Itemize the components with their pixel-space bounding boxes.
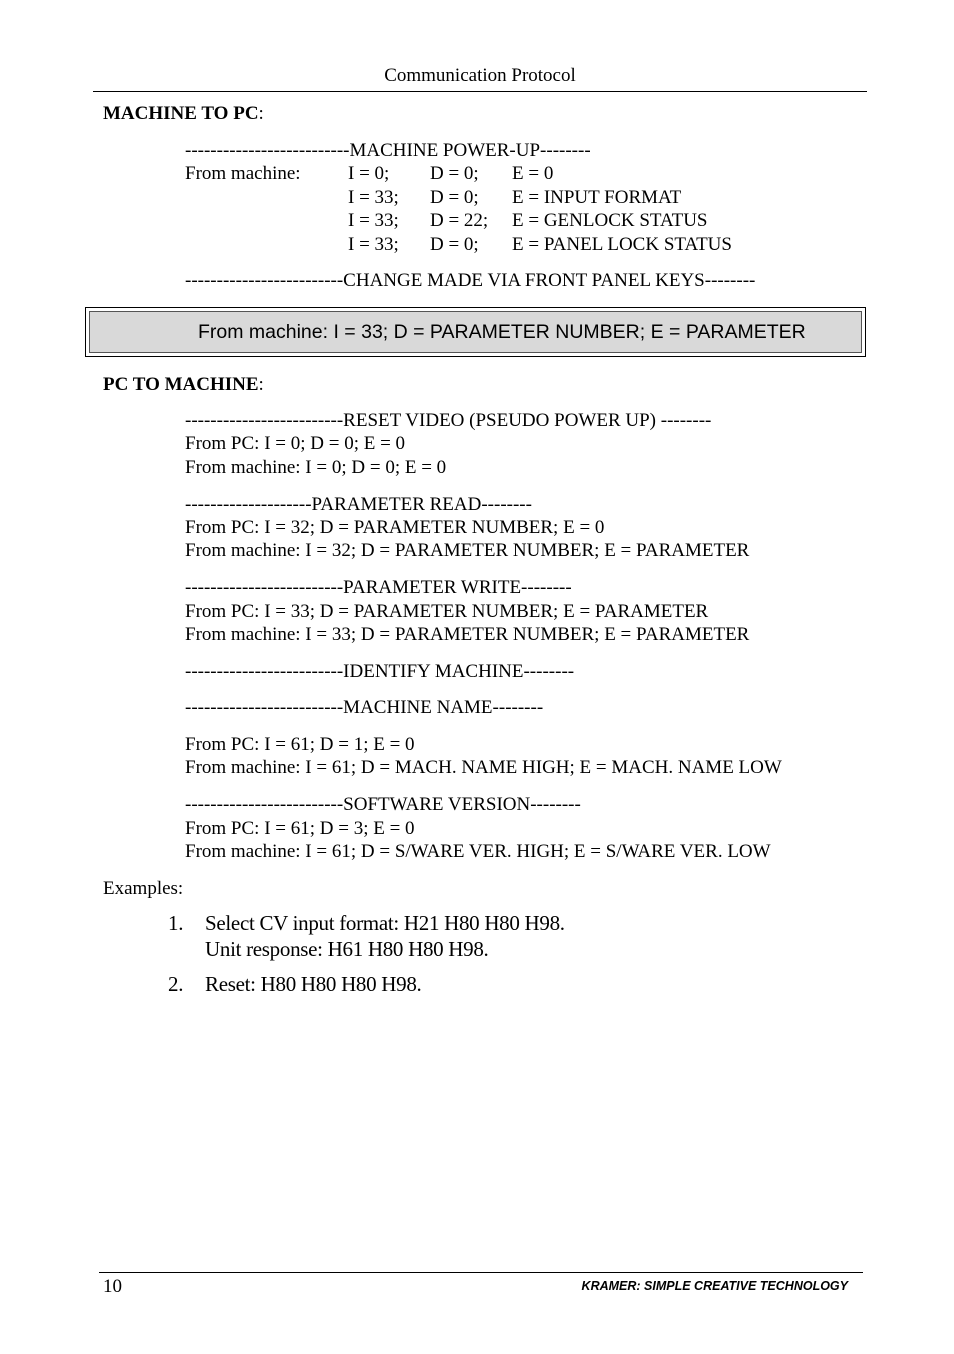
example-line: Select CV input format: H21 H80 H80 H98. xyxy=(205,911,565,935)
examples-label: Examples: xyxy=(103,878,184,899)
power-up-row-i: I = 33; xyxy=(348,234,399,255)
reset-from-pc: From PC: I = 0; D = 0; E = 0 xyxy=(185,433,406,454)
power-up-row-e: E = 0 xyxy=(512,163,554,184)
read-title: --------------------PARAMETER READ-------- xyxy=(185,494,532,515)
footer-divider xyxy=(99,1272,863,1273)
machine-to-pc-heading-colon: : xyxy=(258,103,264,124)
example-line: Unit response: H61 H80 H80 H98. xyxy=(205,937,489,961)
machine-to-pc-heading xyxy=(103,103,264,125)
machine-name-title: -------------------------MACHINE NAME-------- xyxy=(185,697,544,718)
power-up-row-i: I = 0; xyxy=(348,163,390,184)
front-panel-highlight-box xyxy=(85,307,866,357)
pc-to-machine-heading-text: PC TO MACHINE xyxy=(103,374,259,395)
power-up-row-d: D = 0; xyxy=(430,163,479,184)
power-up-row-i: I = 33; xyxy=(348,210,399,231)
software-version-from-pc: From PC: I = 61; D = 3; E = 0 xyxy=(185,818,415,839)
footer-brand: KRAMER: SIMPLE CREATIVE TECHNOLOGY xyxy=(581,1279,848,1293)
power-up-from-machine-label: From machine: xyxy=(185,163,301,184)
machine-to-pc-heading-text: MACHINE TO PC xyxy=(103,103,259,124)
example-line: Reset: H80 H80 H80 H98. xyxy=(205,972,422,996)
reset-title: -------------------------RESET VIDEO (PSEUDO POWER UP) -------- xyxy=(185,410,712,431)
example-number: 2. xyxy=(168,972,184,996)
pc-to-machine-heading-colon: : xyxy=(258,374,264,395)
example-number: 1. xyxy=(168,911,184,935)
machine-name-from-machine: From machine: I = 61; D = MACH. NAME HIGH; E = MACH. NAME LOW xyxy=(185,757,782,778)
software-version-from-machine: From machine: I = 61; D = S/WARE VER. HIGH; E = S/WARE VER. LOW xyxy=(185,841,771,862)
reset-from-machine: From machine: I = 0; D = 0; E = 0 xyxy=(185,457,447,478)
power-up-title: --------------------------MACHINE POWER-UP-------- xyxy=(185,140,591,161)
power-up-row-e: E = INPUT FORMAT xyxy=(512,187,682,208)
power-up-row-i: I = 33; xyxy=(348,187,399,208)
page-number: 10 xyxy=(103,1276,122,1297)
software-version-title: -------------------------SOFTWARE VERSION-------- xyxy=(185,794,581,815)
write-from-pc: From PC: I = 33; D = PARAMETER NUMBER; E = PARAMETER xyxy=(185,601,709,622)
front-panel-highlight-text: From machine: I = 33; D = PARAMETER NUMBER; E = PARAMETER xyxy=(89,311,862,353)
write-from-machine: From machine: I = 33; D = PARAMETER NUMBER; E = PARAMETER xyxy=(185,624,750,645)
power-up-row-d: D = 0; xyxy=(430,234,479,255)
header-divider xyxy=(93,91,867,92)
page-header-title: Communication Protocol xyxy=(384,65,576,86)
power-up-row-d: D = 22; xyxy=(430,210,489,231)
machine-name-from-pc: From PC: I = 61; D = 1; E = 0 xyxy=(185,734,415,755)
read-from-pc: From PC: I = 32; D = PARAMETER NUMBER; E = 0 xyxy=(185,517,605,538)
power-up-row-e: E = GENLOCK STATUS xyxy=(512,210,708,231)
power-up-row-d: D = 0; xyxy=(430,187,479,208)
pc-to-machine-heading xyxy=(103,374,264,396)
read-from-machine: From machine: I = 32; D = PARAMETER NUMBER; E = PARAMETER xyxy=(185,540,750,561)
identify-title: -------------------------IDENTIFY MACHINE-------- xyxy=(185,661,575,682)
front-panel-title: -------------------------CHANGE MADE VIA FRONT PANEL KEYS-------- xyxy=(185,270,756,291)
power-up-row-e: E = PANEL LOCK STATUS xyxy=(512,234,732,255)
write-title: -------------------------PARAMETER WRITE-------- xyxy=(185,577,572,598)
